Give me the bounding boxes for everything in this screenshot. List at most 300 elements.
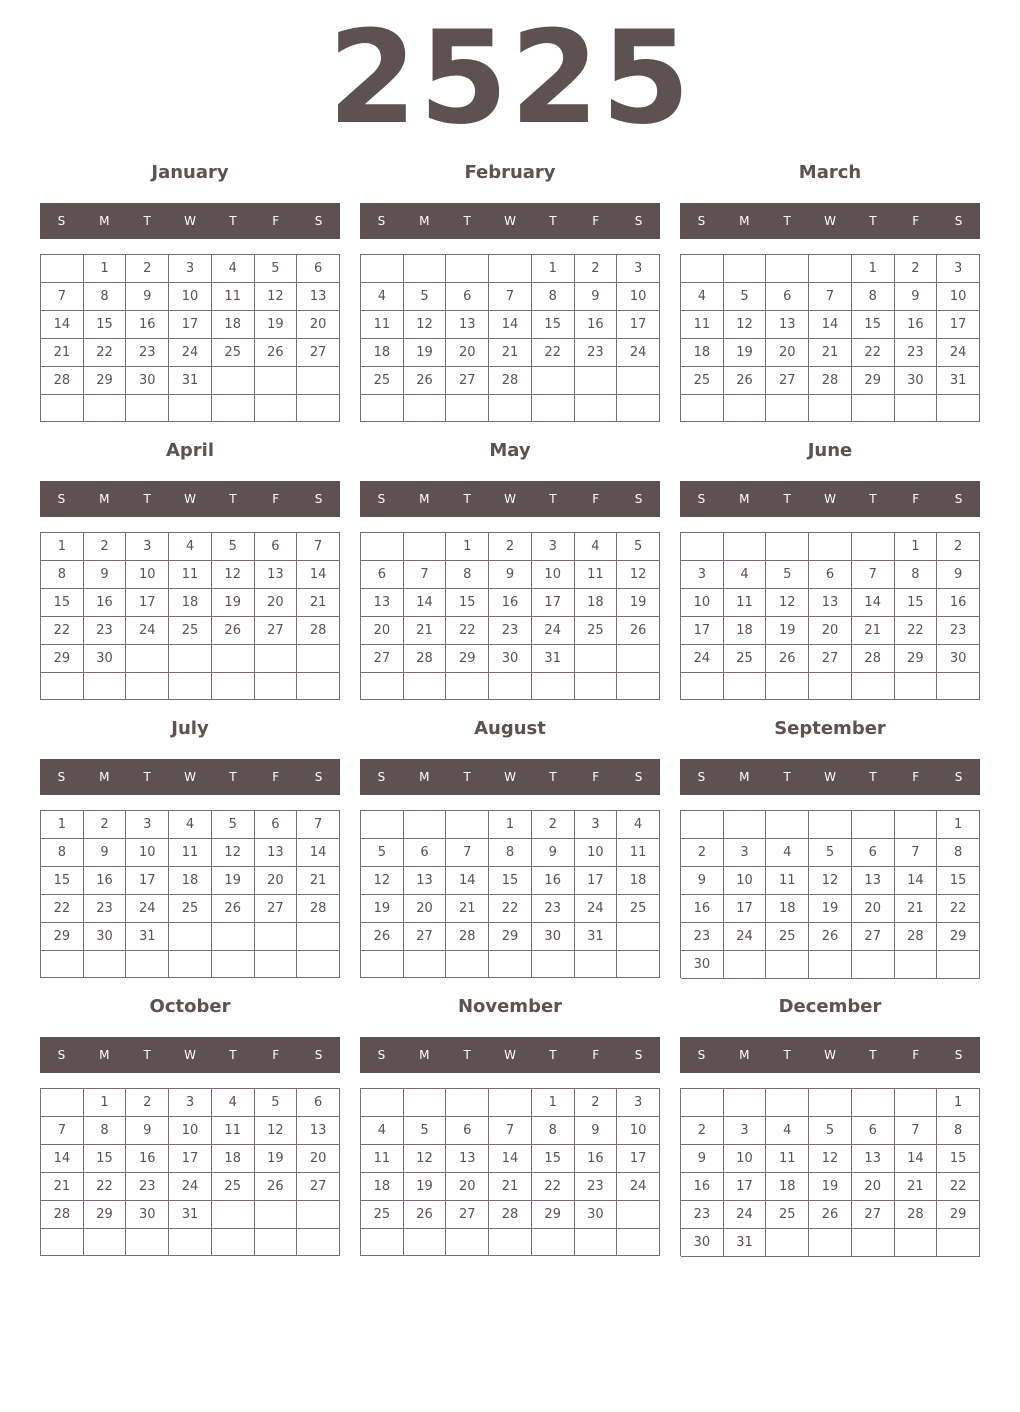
day-cell: 27 <box>255 617 298 645</box>
day-grid <box>680 1088 980 1256</box>
day-cell: 9 <box>575 283 618 311</box>
day-cell: 27 <box>255 895 298 923</box>
day-cell: 7 <box>446 839 489 867</box>
day-cell: 19 <box>212 867 255 895</box>
day-cell <box>681 1089 724 1117</box>
day-cell: 8 <box>852 283 895 311</box>
day-cell <box>41 1089 84 1117</box>
day-cell: 1 <box>41 811 84 839</box>
day-cell: 20 <box>255 589 298 617</box>
day-cell: 15 <box>852 311 895 339</box>
day-cell: 10 <box>617 1117 660 1145</box>
day-cell: 6 <box>297 255 340 283</box>
day-cell: 9 <box>937 561 980 589</box>
day-cell: 2 <box>84 811 127 839</box>
day-cell: 9 <box>681 1145 724 1173</box>
day-cell: 22 <box>41 895 84 923</box>
day-cell: 14 <box>809 311 852 339</box>
day-cell <box>169 395 212 422</box>
day-cell: 27 <box>766 367 809 395</box>
weekday-label: F <box>272 214 280 228</box>
day-cell: 14 <box>895 1145 938 1173</box>
day-cell <box>895 395 938 422</box>
day-cell <box>766 1229 809 1257</box>
day-cell: 14 <box>297 839 340 867</box>
day-cell: 3 <box>126 811 169 839</box>
day-cell: 1 <box>937 811 980 839</box>
weekday-label: T <box>783 770 791 784</box>
day-cell: 24 <box>575 895 618 923</box>
day-cell: 17 <box>617 1145 660 1173</box>
day-cell: 11 <box>169 561 212 589</box>
day-cell: 1 <box>489 811 532 839</box>
day-cell <box>446 951 489 978</box>
day-grid <box>680 254 980 422</box>
month-title: May <box>489 440 531 461</box>
day-cell: 21 <box>297 867 340 895</box>
day-cell <box>212 367 255 395</box>
day-cell <box>766 951 809 979</box>
day-cell: 15 <box>41 589 84 617</box>
day-cell: 22 <box>84 339 127 367</box>
day-cell: 10 <box>532 561 575 589</box>
day-cell <box>297 395 340 422</box>
day-cell <box>446 255 489 283</box>
day-cell: 29 <box>532 1201 575 1229</box>
day-cell <box>809 255 852 283</box>
day-cell <box>361 811 404 839</box>
day-cell: 21 <box>41 339 84 367</box>
day-cell: 18 <box>212 311 255 339</box>
weekday-header <box>680 759 980 795</box>
day-cell <box>169 645 212 673</box>
day-cell: 12 <box>255 1117 298 1145</box>
day-cell: 27 <box>446 367 489 395</box>
weekday-header <box>680 481 980 517</box>
day-cell: 1 <box>937 1089 980 1117</box>
day-cell: 2 <box>489 533 532 561</box>
day-cell <box>404 395 447 422</box>
day-cell <box>575 395 618 422</box>
day-cell: 31 <box>724 1229 767 1257</box>
day-cell: 22 <box>489 895 532 923</box>
day-cell: 11 <box>575 561 618 589</box>
day-cell: 6 <box>255 533 298 561</box>
day-cell: 20 <box>852 1173 895 1201</box>
day-cell: 5 <box>255 1089 298 1117</box>
day-cell: 25 <box>724 645 767 673</box>
day-cell: 16 <box>489 589 532 617</box>
day-cell: 2 <box>126 1089 169 1117</box>
weekday-label: S <box>954 1048 963 1062</box>
day-cell: 14 <box>895 867 938 895</box>
weekday-label: F <box>912 1048 920 1062</box>
day-cell: 15 <box>532 1145 575 1173</box>
day-cell: 2 <box>575 255 618 283</box>
day-cell: 19 <box>617 589 660 617</box>
day-cell <box>532 367 575 395</box>
day-cell <box>852 1089 895 1117</box>
day-cell: 29 <box>937 923 980 951</box>
weekday-label: S <box>57 214 66 228</box>
day-cell: 1 <box>41 533 84 561</box>
day-cell: 14 <box>489 1145 532 1173</box>
day-cell <box>361 673 404 700</box>
day-cell: 17 <box>169 1145 212 1173</box>
day-cell: 11 <box>766 867 809 895</box>
day-cell <box>489 1089 532 1117</box>
day-cell: 19 <box>255 1145 298 1173</box>
day-cell: 13 <box>852 1145 895 1173</box>
day-cell: 3 <box>937 255 980 283</box>
day-cell: 30 <box>681 1229 724 1257</box>
day-cell: 17 <box>575 867 618 895</box>
day-grid <box>360 810 660 978</box>
day-cell <box>809 1229 852 1257</box>
day-cell: 16 <box>126 311 169 339</box>
day-cell: 3 <box>575 811 618 839</box>
day-cell <box>126 645 169 673</box>
day-cell: 24 <box>724 1201 767 1229</box>
weekday-label: F <box>592 770 600 784</box>
day-cell <box>617 645 660 673</box>
day-cell: 23 <box>575 339 618 367</box>
day-cell: 8 <box>937 1117 980 1145</box>
day-cell: 25 <box>361 1201 404 1229</box>
day-cell: 4 <box>766 1117 809 1145</box>
weekday-label: T <box>869 214 877 228</box>
day-cell <box>617 673 660 700</box>
day-cell: 4 <box>575 533 618 561</box>
day-cell: 3 <box>681 561 724 589</box>
weekday-header <box>360 203 660 239</box>
day-cell: 14 <box>446 867 489 895</box>
day-cell: 7 <box>895 839 938 867</box>
weekday-label: T <box>549 492 557 506</box>
weekday-label: M <box>99 1048 110 1062</box>
day-grid <box>40 1088 340 1256</box>
weekday-header <box>360 759 660 795</box>
day-cell: 20 <box>852 895 895 923</box>
day-cell: 17 <box>169 311 212 339</box>
weekday-label: S <box>314 214 323 228</box>
day-cell <box>404 1229 447 1256</box>
day-cell: 23 <box>84 617 127 645</box>
weekday-label: W <box>184 770 196 784</box>
day-cell <box>84 395 127 422</box>
day-cell: 12 <box>809 1145 852 1173</box>
day-cell <box>766 255 809 283</box>
day-cell: 3 <box>532 533 575 561</box>
day-cell: 1 <box>446 533 489 561</box>
day-cell <box>575 673 618 700</box>
day-cell: 18 <box>681 339 724 367</box>
day-grid <box>360 254 660 422</box>
day-cell: 14 <box>852 589 895 617</box>
day-cell: 28 <box>809 367 852 395</box>
weekday-label: T <box>869 770 877 784</box>
day-cell <box>169 951 212 978</box>
day-cell: 24 <box>169 339 212 367</box>
day-cell <box>404 533 447 561</box>
day-cell: 7 <box>895 1117 938 1145</box>
day-cell: 31 <box>169 367 212 395</box>
day-cell <box>937 673 980 700</box>
day-cell: 27 <box>404 923 447 951</box>
day-cell: 13 <box>446 311 489 339</box>
weekday-label: F <box>592 214 600 228</box>
day-cell: 8 <box>895 561 938 589</box>
day-cell: 18 <box>766 895 809 923</box>
day-cell: 2 <box>681 1117 724 1145</box>
day-cell <box>404 951 447 978</box>
day-cell: 13 <box>809 589 852 617</box>
day-cell: 26 <box>212 895 255 923</box>
weekday-label: F <box>912 770 920 784</box>
day-cell: 25 <box>361 367 404 395</box>
day-cell: 20 <box>404 895 447 923</box>
weekday-label: W <box>184 214 196 228</box>
day-cell <box>446 395 489 422</box>
day-cell: 16 <box>532 867 575 895</box>
day-cell: 4 <box>169 811 212 839</box>
day-cell: 12 <box>361 867 404 895</box>
day-cell: 26 <box>404 367 447 395</box>
day-cell <box>41 395 84 422</box>
day-cell <box>809 395 852 422</box>
day-cell <box>617 1229 660 1256</box>
day-cell: 12 <box>766 589 809 617</box>
day-cell <box>766 811 809 839</box>
day-grid <box>360 532 660 700</box>
day-cell: 6 <box>297 1089 340 1117</box>
day-cell: 22 <box>41 617 84 645</box>
day-cell: 28 <box>489 1201 532 1229</box>
day-cell: 17 <box>724 1173 767 1201</box>
day-cell <box>212 673 255 700</box>
day-cell <box>895 811 938 839</box>
day-cell: 25 <box>169 617 212 645</box>
weekday-label: W <box>824 492 836 506</box>
day-cell <box>724 395 767 422</box>
weekday-label: F <box>912 214 920 228</box>
day-cell: 26 <box>404 1201 447 1229</box>
weekday-label: M <box>739 1048 750 1062</box>
day-cell: 18 <box>724 617 767 645</box>
weekday-label: F <box>592 1048 600 1062</box>
weekday-label: F <box>592 492 600 506</box>
weekday-label: M <box>99 214 110 228</box>
day-cell: 16 <box>575 311 618 339</box>
day-cell: 24 <box>126 617 169 645</box>
day-cell: 29 <box>446 645 489 673</box>
day-cell: 26 <box>617 617 660 645</box>
day-cell: 10 <box>724 1145 767 1173</box>
weekday-label: W <box>504 770 516 784</box>
day-cell: 20 <box>766 339 809 367</box>
day-cell: 3 <box>724 1117 767 1145</box>
day-cell <box>489 951 532 978</box>
day-cell <box>489 1229 532 1256</box>
day-cell: 1 <box>852 255 895 283</box>
day-cell <box>84 951 127 978</box>
day-cell: 26 <box>724 367 767 395</box>
day-cell: 28 <box>297 617 340 645</box>
month-title: September <box>774 718 886 739</box>
day-cell: 23 <box>126 339 169 367</box>
day-cell: 21 <box>41 1173 84 1201</box>
day-cell: 24 <box>617 1173 660 1201</box>
day-cell: 30 <box>895 367 938 395</box>
day-cell: 9 <box>895 283 938 311</box>
day-cell: 27 <box>361 645 404 673</box>
day-cell: 25 <box>575 617 618 645</box>
day-cell: 26 <box>255 339 298 367</box>
day-cell: 25 <box>681 367 724 395</box>
day-cell: 19 <box>361 895 404 923</box>
day-cell: 7 <box>41 283 84 311</box>
day-cell <box>724 255 767 283</box>
day-cell <box>404 255 447 283</box>
day-cell <box>361 255 404 283</box>
day-cell: 17 <box>126 589 169 617</box>
month-title: April <box>165 440 215 461</box>
day-cell: 2 <box>575 1089 618 1117</box>
day-cell: 16 <box>575 1145 618 1173</box>
day-cell <box>724 673 767 700</box>
weekday-label: T <box>549 770 557 784</box>
weekday-label: T <box>783 492 791 506</box>
day-cell: 8 <box>41 839 84 867</box>
day-cell <box>297 367 340 395</box>
day-cell: 25 <box>766 1201 809 1229</box>
day-cell: 19 <box>809 1173 852 1201</box>
day-cell: 9 <box>126 283 169 311</box>
day-cell: 1 <box>84 255 127 283</box>
day-cell: 12 <box>809 867 852 895</box>
day-cell: 8 <box>937 839 980 867</box>
day-cell: 12 <box>212 839 255 867</box>
day-cell: 4 <box>724 561 767 589</box>
day-cell: 22 <box>937 1173 980 1201</box>
day-cell: 10 <box>724 867 767 895</box>
day-cell <box>766 533 809 561</box>
day-cell <box>852 811 895 839</box>
day-cell: 30 <box>532 923 575 951</box>
day-cell: 9 <box>84 839 127 867</box>
day-cell <box>404 811 447 839</box>
day-cell <box>361 951 404 978</box>
day-cell: 1 <box>84 1089 127 1117</box>
day-cell: 14 <box>41 1145 84 1173</box>
weekday-label: W <box>504 492 516 506</box>
day-cell: 6 <box>404 839 447 867</box>
day-cell: 18 <box>361 339 404 367</box>
day-cell: 1 <box>532 1089 575 1117</box>
day-cell: 28 <box>895 923 938 951</box>
day-cell: 25 <box>212 339 255 367</box>
day-cell <box>489 255 532 283</box>
day-grid <box>40 810 340 978</box>
weekday-label: S <box>377 770 386 784</box>
weekday-label: F <box>272 1048 280 1062</box>
day-cell: 30 <box>681 951 724 979</box>
day-cell: 4 <box>169 533 212 561</box>
weekday-label: F <box>912 492 920 506</box>
day-cell: 31 <box>532 645 575 673</box>
day-cell: 5 <box>404 283 447 311</box>
day-cell: 26 <box>809 1201 852 1229</box>
day-cell <box>895 1229 938 1257</box>
day-cell: 22 <box>895 617 938 645</box>
weekday-header <box>360 481 660 517</box>
day-cell: 2 <box>532 811 575 839</box>
day-cell <box>361 1089 404 1117</box>
month-title: October <box>149 996 231 1017</box>
day-cell: 29 <box>895 645 938 673</box>
day-cell: 12 <box>404 311 447 339</box>
weekday-label: S <box>314 492 323 506</box>
day-cell: 29 <box>852 367 895 395</box>
day-cell: 15 <box>446 589 489 617</box>
day-cell <box>255 645 298 673</box>
day-cell: 21 <box>852 617 895 645</box>
day-cell: 23 <box>937 617 980 645</box>
day-cell <box>361 1229 404 1256</box>
day-cell: 11 <box>617 839 660 867</box>
weekday-label: W <box>184 1048 196 1062</box>
day-cell <box>809 1089 852 1117</box>
day-cell: 30 <box>575 1201 618 1229</box>
day-cell: 13 <box>255 561 298 589</box>
day-cell: 16 <box>895 311 938 339</box>
day-cell <box>895 951 938 979</box>
day-cell: 5 <box>212 811 255 839</box>
year-title: 2525 <box>327 4 693 153</box>
day-cell: 28 <box>489 367 532 395</box>
day-cell: 11 <box>212 1117 255 1145</box>
day-cell <box>852 1229 895 1257</box>
day-cell: 21 <box>297 589 340 617</box>
day-grid <box>680 532 980 700</box>
day-cell: 9 <box>489 561 532 589</box>
day-cell <box>169 923 212 951</box>
day-cell <box>446 1089 489 1117</box>
day-cell: 28 <box>297 895 340 923</box>
day-cell <box>617 395 660 422</box>
weekday-label: S <box>57 770 66 784</box>
day-cell <box>126 951 169 978</box>
weekday-label: S <box>697 214 706 228</box>
day-cell: 21 <box>895 1173 938 1201</box>
day-cell: 13 <box>297 1117 340 1145</box>
day-cell: 13 <box>852 867 895 895</box>
day-cell <box>617 951 660 978</box>
day-cell: 31 <box>126 923 169 951</box>
day-cell: 31 <box>169 1201 212 1229</box>
weekday-label: S <box>314 770 323 784</box>
day-cell <box>212 923 255 951</box>
weekday-label: W <box>504 1048 516 1062</box>
day-cell <box>852 673 895 700</box>
day-cell <box>361 395 404 422</box>
day-cell: 6 <box>852 1117 895 1145</box>
day-cell <box>895 1089 938 1117</box>
weekday-label: M <box>419 492 430 506</box>
weekday-label: W <box>824 214 836 228</box>
weekday-label: M <box>739 492 750 506</box>
day-cell <box>575 951 618 978</box>
